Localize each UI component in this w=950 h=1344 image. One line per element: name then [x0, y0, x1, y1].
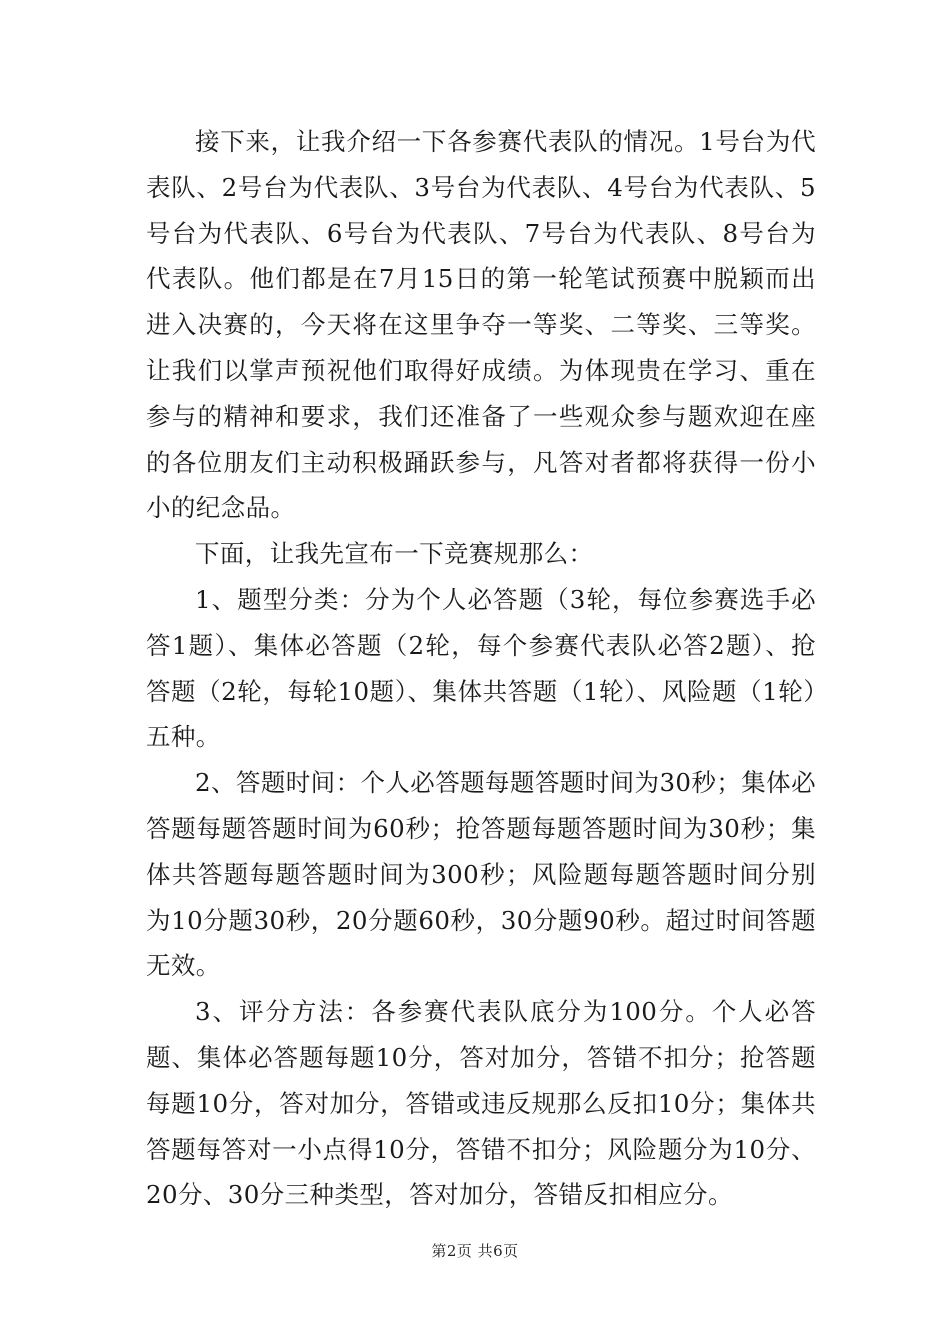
paragraph-rule-scoring: 3、评分方法：各参赛代表队底分为100分。个人必答题、集体必答题每题10分，答对加分，答错不扣分；抢答题每题10分，答对加分，答错或违反规那么反扣10分；集体共答题每答对一小点得10分，答错不扣分；风险题分为10分、20分、30分三种类型，答对加分，答错反扣相应分。: [146, 997, 816, 1210]
paragraph-rule-question-types: 1、题型分类：分为个人必答题（3轮，每位参赛选手必答1题）、集体必答题（2轮，每个参赛代表队必答2题）、抢答题（2轮，每轮10题）、集体共答题（1轮）、风险题（1轮）五种。: [146, 584, 816, 752]
paragraph-rules-announcement: 下面，让我先宣布一下竞赛规那么：: [195, 539, 594, 569]
paragraph-teams-intro: 接下来，让我介绍一下各参赛代表队的情况。1号台为代表队、2号台为代表队、3号台为代表队、4号台为代表队、5号台为代表队、6号台为代表队、7号台为代表队、8号台为代表队。他们都是在7月15日的第一轮笔试预赛中脱颖而出进入决赛的，今天将在这里争夺一等奖、二等奖、三等奖。让我们以掌声预祝他们取得好成绩。为体现贵在学习、重在参与的精神和要求，我们还准备了一些观众参与题欢迎在座的各位朋友们主动积极踊跃参与，凡答对者都将获得一份小小的纪念品。: [146, 127, 816, 523]
paragraph-rule-answer-time: 2、答题时间：个人必答题每题答题时间为30秒；集体必答题每题答题时间为60秒；抢答题每题答题时间为30秒；集体共答题每题答题时间为300秒；风险题每题答题时间分别为10分题30秒，20分题60秒，30分题90秒。超过时间答题无效。: [146, 768, 816, 981]
document-body: [146, 119, 816, 1218]
page-number-footer: 第2页 共6页: [431, 1242, 519, 1260]
